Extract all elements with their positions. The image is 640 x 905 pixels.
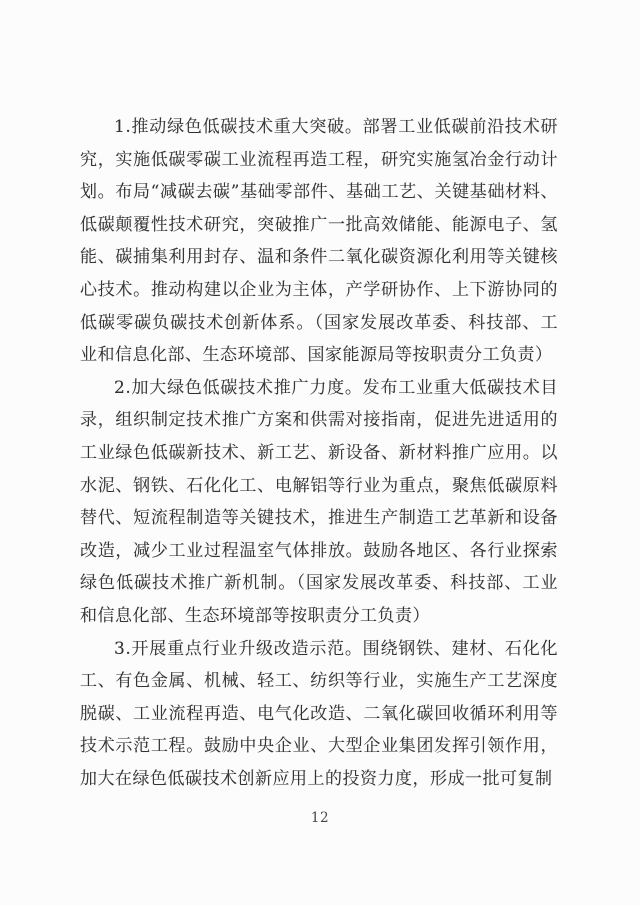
paragraph-2: 2.加大绿色低碳技术推广力度。发布工业重大低碳技术目录，组织制定技术推广方案和供需对接指南，促进先进适用的工业绿色低碳新技术、新工艺、新设备、新材料推广应用。以水泥、钢铁、石化化工、电解铝等行业为重点，聚焦低碳原料替代、短流程制造等关键技术，推进生产制造工艺革新和设备改造，减少工业过程温室气体排放。鼓励各地区、各行业探索绿色低碳技术推广新机制。（国家发展改革委、科技部、工业和信息化部、生态环境部等按职责分工负责） (80, 377, 558, 626)
paragraph-3: 3.开展重点行业升级改造示范。围绕钢铁、建材、石化化工、有色金属、机械、轻工、纺织等行业，实施生产工艺深度脱碳、工业流程再造、电气化改造、二氧化碳回收循环利用等技术示范工程。鼓励中央企业、大型企业集团发挥引领作用，加大在绿色低碳技术创新应用上的投资力度，形成一批可复制 (80, 638, 558, 789)
document-body (80, 111, 558, 795)
paragraph-1: 1.推动绿色低碳技术重大突破。部署工业低碳前沿技术研究，实施低碳零碳工业流程再造工程，研究实施氢冶金行动计划。布局“减碳去碳”基础零部件、基础工艺、关键基础材料、低碳颠覆性技术研究，突破推广一批高效储能、能源电子、氢能、碳捕集利用封存、温和条件二氧化碳资源化利用等关键核心技术。推动构建以企业为主体，产学研协作、上下游协同的低碳零碳负碳技术创新体系。（国家发展改革委、科技部、工业和信息化部、生态环境部、国家能源局等按职责分工负责） (80, 117, 558, 366)
page-number: 12 (310, 810, 330, 826)
